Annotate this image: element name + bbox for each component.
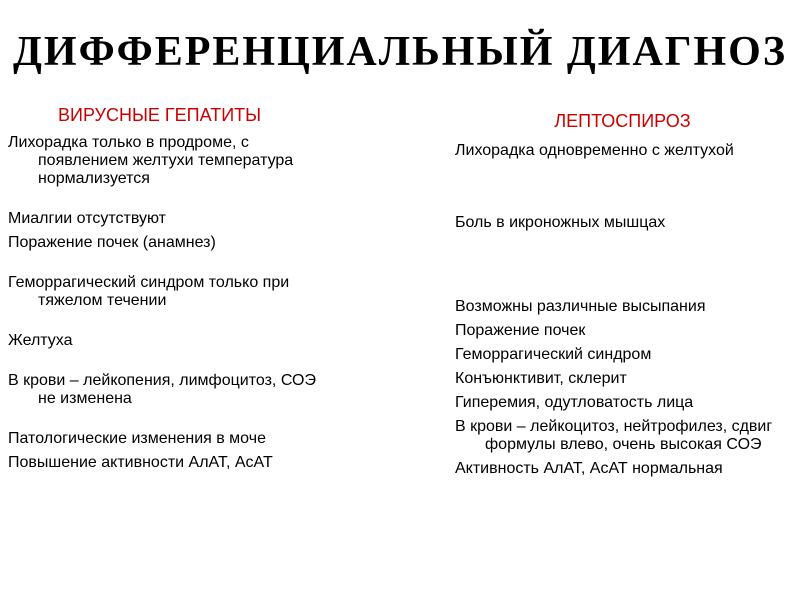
list-item: Лихорадка только в продроме, с появлением желтухи температура нормализуется bbox=[8, 134, 294, 187]
column-heading-leptospirosis: ЛЕПТОСПИРОЗ bbox=[554, 111, 691, 131]
column-viral-hepatitis bbox=[8, 104, 338, 472]
list-item: Поражение почек bbox=[455, 322, 586, 339]
list-item: Возможны различные высыпания bbox=[455, 298, 706, 315]
column-leptospirosis bbox=[455, 104, 790, 478]
list-item: Желтуха bbox=[8, 332, 73, 349]
list-item: Лихорадка одновременно с желтухой bbox=[455, 142, 734, 159]
list-item: Миалгии отсутствуют bbox=[8, 210, 166, 227]
list-item: Поражение почек (анамнез) bbox=[8, 234, 216, 251]
list-item: Повышение активности АлАТ, АсАТ bbox=[8, 454, 273, 471]
list-item: В крови – лейкоцитоз, нейтрофилез, сдвиг формулы влево, очень высокая СОЭ bbox=[455, 418, 773, 453]
list-item: Активность АлАТ, АсАТ нормальная bbox=[455, 460, 723, 477]
list-item: В крови – лейкопения, лимфоцитоз, СОЭ не изменена bbox=[8, 372, 316, 407]
list-item: Геморрагический синдром bbox=[455, 346, 652, 363]
column-heading-viral-hepatitis: ВИРУСНЫЕ ГЕПАТИТЫ bbox=[58, 105, 262, 125]
list-item: Конъюнктивит, склерит bbox=[455, 370, 627, 387]
list-item: Гиперемия, одутловатость лица bbox=[455, 394, 694, 411]
slide-title: ДИФФЕРЕНЦИАЛЬНЫЙ ДИАГНОЗ bbox=[13, 29, 787, 75]
list-item: Геморрагический синдром только при тяжелом течении bbox=[8, 274, 290, 309]
list-item: Боль в икроножных мышцах bbox=[455, 214, 666, 231]
list-item: Патологические изменения в моче bbox=[8, 430, 266, 447]
